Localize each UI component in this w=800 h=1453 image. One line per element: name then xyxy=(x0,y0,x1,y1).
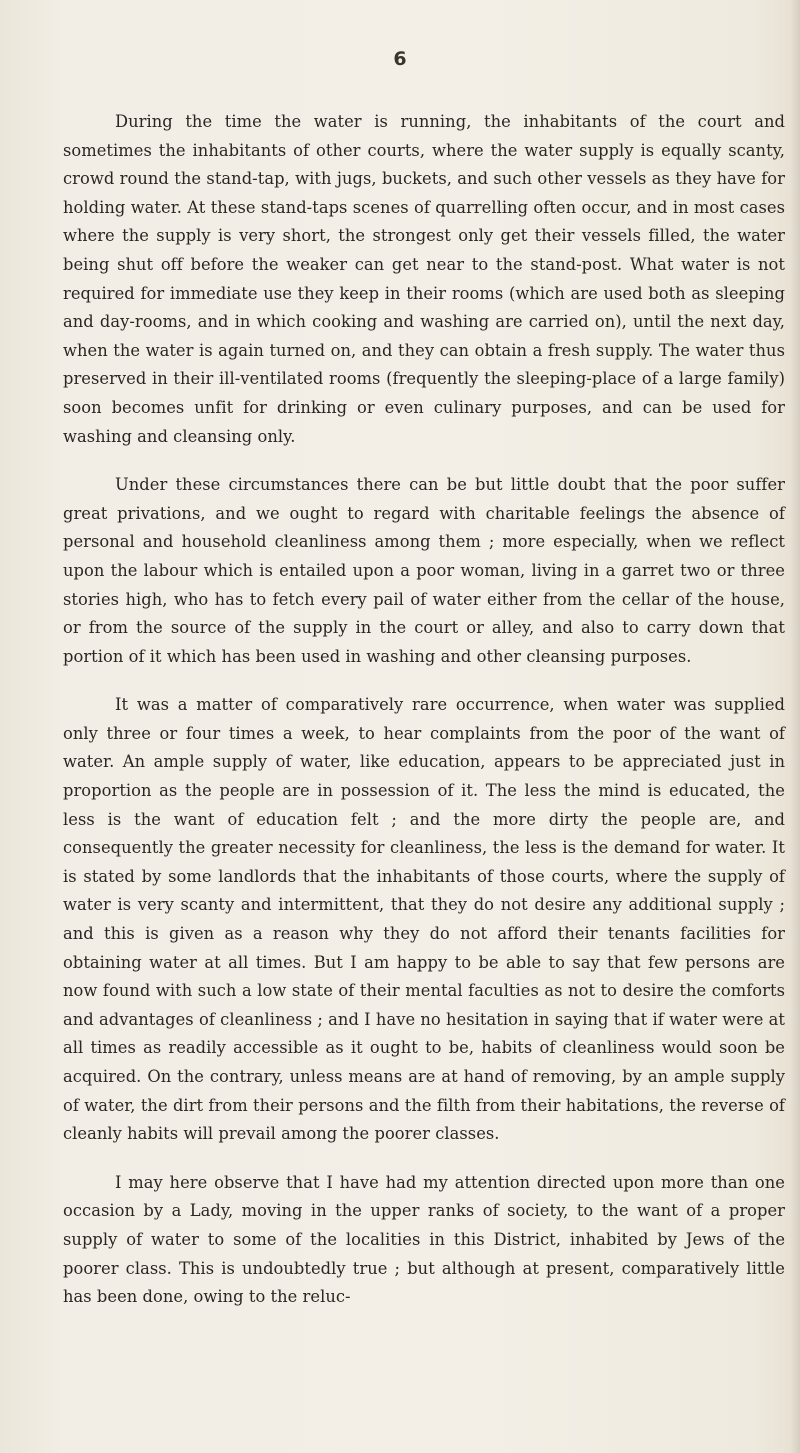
paragraph-complaints: It was a matter of comparatively rare occurrence, when water was supplied only three or four times a week, to hear complaints from the poor of the want of water. An ample supply of water, like education, appears to be appreciated just in proportion as the people are in possession of it. The less the mind is educated, the less is the want of education felt ; and the more dirty the people are, and consequently the greater necessity for cleanliness, the less is the demand for water. It is stated by some landlords that the inhabitants of those courts, where the supply of water is very scanty and intermittent, that they do not desire any additional supply ; and this is given as a reason why they do not afford their tenants facilities for obtaining water at all times. But I am happy to be able to say that few persons are now found with such a low state of their mental faculties as not to desire the comforts and advantages of cleanliness ; and I have no hesitation in saying that if water were at all times as readily accessible as it ought to be, habits of cleanliness would soon be acquired. On the contrary, unless means are at hand of removing, by an ample supply of water, the dirt from their persons and the filth from their habitations, the reverse of cleanly habits will prevail among the poorer classes. xyxy=(63,695,785,1144)
page-edge-shadow xyxy=(790,0,800,1453)
paragraph-privations: Under these circumstances there can be but little doubt that the poor suffer great privations, and we ought to regard with charitable feelings the absence of personal and household cleanliness among them ; more especially, when we reflect upon the labour which is entailed upon a poor woman, living in a garret two or three stories high, who has to fetch every pail of water either from the cellar of the house, or from the source of the supply in the court or alley, and also to carry down that portion of it which has been used in washing and other cleansing purposes. xyxy=(63,475,785,666)
paragraph-water-running: During the time the water is running, the inhabitants of the court and sometimes the inhabitants of other courts, where the water supply is equally scanty, crowd round the stand-tap, with jugs, buckets, and such other vessels as they have for holding water. At these stand-taps scenes of quarrelling often occur, and in most cases where the supply is very short, the strongest only get their vessels filled, the water being shut off before the weaker can get near to the stand-post. What water is not required for immediate use they keep in their rooms (which are used both as sleeping and day-rooms, and in which cooking and washing are carried on), until the next day, when the water is again turned on, and they can obtain a fresh supply. The water thus preserved in their ill-ventilated rooms (frequently the sleeping-place of a large family) soon becomes unfit for drinking or even culinary purposes, and can be used for washing and cleansing only. xyxy=(63,112,785,446)
paragraph-observation: I may here observe that I have had my attention directed upon more than one occasion by a Lady, moving in the upper ranks of society, to the want of a proper supply of water to some of the localities in this District, inhabited by Jews of the poorer class. This is undoubtedly true ; but although at present, comparatively little has been done, owing to the reluc- xyxy=(63,1172,785,1307)
body-text xyxy=(63,108,785,1332)
page-number: 6 xyxy=(393,48,407,70)
